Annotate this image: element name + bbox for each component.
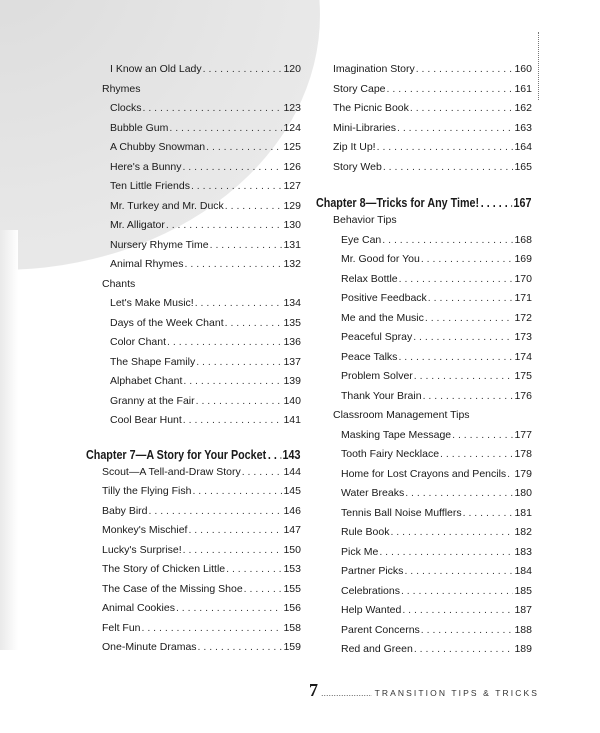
toc-entry[interactable] — [341, 526, 532, 546]
toc-entry-page: 188 — [514, 623, 532, 636]
toc-entry-title: Problem Solver — [341, 370, 413, 382]
toc-entry[interactable] — [341, 429, 532, 449]
toc-entry-title: Home for Lost Crayons and Pencils — [341, 467, 507, 480]
toc-entry-page: 161 — [514, 82, 532, 95]
toc-entry[interactable] — [333, 83, 532, 103]
toc-entry[interactable] — [333, 141, 532, 161]
toc-entry-page: 163 — [514, 121, 532, 134]
toc-entry-title: Color Chant — [110, 336, 167, 348]
leader-dots — [192, 485, 282, 497]
toc-entry[interactable] — [110, 141, 301, 161]
toc-entry-title: Rule Book — [341, 526, 390, 538]
leader-dots — [185, 258, 283, 270]
toc-entry-title: Tennis Ball Noise Mufflers — [341, 506, 462, 519]
toc-entry[interactable] — [110, 200, 301, 220]
toc-entry-page: 126 — [283, 160, 301, 173]
toc-entry-page: 136 — [283, 336, 301, 348]
toc-entry[interactable] — [333, 161, 532, 181]
toc-entry[interactable] — [333, 102, 532, 122]
toc-entry[interactable] — [333, 63, 532, 83]
leader-dots — [399, 273, 514, 285]
leader-dots — [166, 219, 283, 231]
toc-entry-title: Let's Make Music! — [110, 297, 194, 309]
toc-entry-title: The Shape Family — [110, 355, 196, 368]
toc-group — [86, 63, 301, 83]
leader-dots — [397, 122, 513, 134]
toc-entry-title: Animal Cookies — [102, 602, 175, 614]
toc-entry-title: Positive Feedback — [341, 292, 427, 304]
leader-dots — [390, 526, 513, 538]
toc-entry-page: 180 — [514, 487, 532, 499]
toc-entry-title: Here's a Bunny — [110, 160, 182, 173]
toc-entry[interactable] — [110, 219, 301, 239]
leader-dots — [383, 161, 514, 173]
toc-entry-title: Mr. Alligator — [110, 219, 165, 231]
toc-entry[interactable] — [110, 395, 301, 415]
leader-dots — [203, 63, 283, 75]
toc-entry-page: 171 — [514, 292, 532, 304]
toc-entry-page: 185 — [514, 584, 532, 597]
toc-entry-title: Clocks — [110, 102, 142, 114]
toc-entry-title: Cool Bear Hunt — [110, 414, 182, 426]
page-number: 7 — [309, 680, 318, 700]
toc-entry-page: 165 — [514, 160, 532, 173]
chapter-title: Chapter 8—Tricks for Any Time! — [316, 196, 480, 210]
toc-entry-page: 130 — [283, 219, 301, 231]
leader-dots — [463, 507, 514, 519]
toc-entry-page: 135 — [283, 316, 301, 329]
section-heading-behavior-tips: Behavior Tips — [333, 214, 397, 226]
toc-entry-title: Peaceful Spray — [341, 331, 413, 343]
toc-entry-page: 131 — [283, 238, 301, 251]
toc-group-chants — [86, 297, 301, 434]
toc-entry-page: 177 — [514, 428, 532, 441]
toc-entry-page: 159 — [283, 641, 301, 653]
toc-entry-title: Me and the Music — [341, 311, 424, 324]
toc-entry-page: 120 — [283, 63, 301, 75]
leader-dots — [413, 331, 513, 343]
toc-entry-page: 170 — [514, 272, 532, 285]
leader-dots — [149, 505, 283, 517]
toc-entry-title: Baby Bird — [102, 504, 148, 517]
chapter-page: 143 — [282, 447, 301, 462]
leader-dots — [507, 468, 513, 480]
toc-entry-title: Parent Concerns — [341, 623, 420, 636]
toc-left-column — [86, 63, 301, 661]
toc-group-behavior-tips — [316, 234, 532, 410]
background-shade — [0, 230, 18, 650]
toc-entry[interactable] — [110, 356, 301, 376]
toc-entry[interactable] — [341, 546, 532, 566]
toc-entry-title: Bubble Gum — [110, 121, 169, 134]
leader-dots — [414, 643, 514, 655]
toc-entry-page: 137 — [283, 355, 301, 368]
leader-dots — [188, 524, 282, 536]
leader-dots — [206, 141, 282, 153]
toc-entry[interactable] — [102, 505, 301, 525]
toc-entry[interactable] — [110, 161, 301, 181]
toc-entry-title: Lucky's Surprise! — [102, 543, 182, 556]
toc-entry-title: Granny at the Fair — [110, 394, 195, 407]
toc-entry-page: 162 — [514, 102, 532, 114]
toc-entry[interactable] — [341, 604, 532, 624]
leader-dots — [191, 180, 283, 192]
toc-entry-title: Scout—A Tell-and-Draw Story — [102, 465, 241, 478]
toc-entry-title: The Story of Chicken Little — [102, 563, 226, 575]
toc-entry-title: Mini-Libraries — [333, 121, 397, 134]
toc-entry-title: Water Breaks — [341, 487, 405, 499]
toc-group-classroom-management — [316, 429, 532, 663]
leader-dots — [416, 63, 514, 75]
toc-entry[interactable] — [341, 507, 532, 527]
section-heading-rhymes: Rhymes — [102, 82, 141, 95]
toc-entry[interactable] — [102, 583, 301, 603]
toc-entry[interactable] — [110, 375, 301, 395]
toc-entry-title: The Picnic Book — [333, 102, 409, 114]
toc-entry-title: Mr. Good for You — [341, 253, 420, 265]
toc-entry-page: 139 — [283, 375, 301, 387]
footer-title: TRANSITION TIPS & TRICKS — [374, 688, 539, 698]
toc-entry-page: 150 — [283, 543, 301, 556]
toc-entry-page: 156 — [283, 602, 301, 614]
toc-entry[interactable] — [102, 485, 301, 505]
leader-dots — [425, 312, 514, 324]
toc-entry-title: The Case of the Missing Shoe — [102, 582, 243, 595]
toc-entry[interactable] — [341, 370, 532, 390]
leader-dots — [428, 292, 514, 304]
toc-entry-page: 187 — [514, 604, 532, 616]
leader-dots — [195, 297, 283, 309]
toc-entry[interactable] — [341, 351, 532, 371]
toc-entry-title: Nursery Rhyme Time — [110, 238, 209, 251]
toc-group — [316, 63, 532, 180]
toc-entry-page: 160 — [514, 63, 532, 75]
toc-entry-page: 134 — [283, 297, 301, 309]
leader-dots — [183, 544, 283, 556]
leader-dots — [242, 466, 283, 478]
leader-dots — [268, 448, 281, 462]
chapter-8-heading[interactable] — [316, 196, 531, 214]
toc-entry-page: 183 — [514, 545, 532, 558]
toc-entry[interactable] — [341, 624, 532, 644]
leader-dots — [169, 122, 282, 134]
leader-dots — [225, 200, 283, 212]
leader-dots — [142, 622, 283, 634]
toc-entry[interactable] — [341, 448, 532, 468]
leader-dots — [387, 83, 514, 95]
toc-entry-page: 182 — [514, 526, 532, 538]
toc-entry-title: Relax Bottle — [341, 272, 398, 285]
toc-entry-page: 146 — [283, 504, 301, 517]
toc-entry-page: 125 — [283, 141, 301, 153]
toc-entry-page: 175 — [514, 370, 532, 382]
toc-entry-page: 181 — [514, 506, 532, 519]
toc-entry[interactable] — [110, 63, 301, 83]
leader-dots — [481, 196, 512, 210]
toc-entry-page: 155 — [283, 582, 301, 595]
toc-entry-title: One-Minute Dramas — [102, 641, 197, 653]
toc-entry-page: 176 — [514, 389, 532, 402]
leader-dots — [414, 370, 514, 382]
toc-right-column — [316, 63, 532, 663]
leader-dots — [402, 604, 513, 616]
toc-entry-page: 158 — [283, 621, 301, 634]
toc-entry-title: Mr. Turkey and Mr. Duck — [110, 199, 224, 212]
toc-entry-title: Story Web — [333, 160, 382, 173]
toc-entry-title: Partner Picks — [341, 565, 404, 577]
leader-dots — [401, 585, 514, 597]
toc-entry[interactable] — [110, 336, 301, 356]
toc-entry[interactable] — [102, 602, 301, 622]
leader-dots — [183, 414, 283, 426]
toc-entry-title: Celebrations — [341, 584, 400, 597]
leader-dots — [210, 239, 283, 251]
toc-entry[interactable] — [102, 524, 301, 544]
toc-entry-title: Tooth Fairy Necklace — [341, 448, 440, 460]
toc-entry-page: 129 — [283, 199, 301, 212]
toc-entry-page: 140 — [283, 394, 301, 407]
toc-entry-title: Red and Green — [341, 643, 413, 655]
leader-dots — [404, 565, 513, 577]
leader-dots — [440, 448, 513, 460]
toc-entry-title: Masking Tape Message — [341, 428, 452, 441]
toc-entry-page: 147 — [283, 524, 301, 536]
leader-dots — [410, 102, 514, 114]
leader-dots — [377, 141, 514, 153]
chapter-title: Chapter 7—A Story for Your Pocket — [86, 447, 267, 462]
toc-entry-title: Alphabet Chant — [110, 375, 183, 387]
toc-entry-title: Zip It Up! — [333, 141, 376, 153]
leader-dots — [382, 234, 513, 246]
toc-entry-page: 123 — [283, 102, 301, 114]
toc-entry[interactable] — [341, 468, 532, 488]
toc-entry[interactable] — [341, 487, 532, 507]
section-heading-classroom-management: Classroom Management Tips — [333, 409, 470, 421]
toc-entry[interactable] — [110, 180, 301, 200]
toc-entry-page: 141 — [283, 414, 301, 426]
page-footer — [309, 680, 539, 704]
toc-entry-title: Animal Rhymes — [110, 258, 184, 270]
toc-entry-title: I Know an Old Lady — [110, 63, 202, 75]
toc-entry[interactable] — [102, 563, 301, 583]
leader-dots — [405, 487, 513, 499]
toc-entry-title: Imagination Story — [333, 63, 415, 75]
toc-entry-page: 172 — [514, 311, 532, 324]
toc-entry-title: Tilly the Flying Fish — [102, 485, 192, 497]
leader-dots — [225, 317, 283, 329]
toc-group-rhymes — [86, 102, 301, 278]
toc-entry[interactable] — [102, 622, 301, 642]
leader-dots — [143, 102, 283, 114]
toc-entry-page: 169 — [514, 253, 532, 265]
toc-entry-page: 132 — [283, 258, 301, 270]
toc-entry-page: 179 — [514, 467, 532, 480]
toc-entry-page: 124 — [283, 121, 301, 134]
toc-entry[interactable] — [341, 292, 532, 312]
leader-dots — [423, 390, 514, 402]
toc-entry-page: 174 — [514, 350, 532, 363]
toc-entry-title: Monkey's Mischief — [102, 524, 188, 536]
toc-entry[interactable] — [102, 544, 301, 564]
leader-dots — [452, 429, 513, 441]
toc-entry-title: Pick Me — [341, 545, 379, 558]
dotted-rule — [538, 32, 539, 100]
toc-entry[interactable] — [341, 565, 532, 585]
toc-entry[interactable] — [333, 122, 532, 142]
toc-entry-page: 127 — [283, 180, 301, 192]
leader-dots — [379, 546, 513, 558]
toc-entry[interactable] — [110, 297, 301, 317]
leader-dots — [176, 602, 283, 614]
leader-dots — [198, 641, 283, 653]
footer-leader-dots — [321, 688, 372, 698]
toc-entry[interactable] — [341, 390, 532, 410]
toc-entry-page: 189 — [514, 643, 532, 655]
toc-entry-page: 184 — [514, 565, 532, 577]
toc-entry[interactable] — [341, 643, 532, 663]
toc-entry-title: A Chubby Snowman — [110, 141, 206, 153]
toc-entry-title: Peace Talks — [341, 350, 398, 363]
toc-entry-page: 153 — [283, 563, 301, 575]
toc-entry[interactable] — [110, 258, 301, 278]
toc-entry[interactable] — [110, 414, 301, 434]
toc-entry-title: Felt Fun — [102, 621, 141, 634]
toc-entry-page: 164 — [514, 141, 532, 153]
toc-entry[interactable] — [341, 585, 532, 605]
toc-entry[interactable] — [341, 234, 532, 254]
leader-dots — [226, 563, 282, 575]
leader-dots — [398, 351, 513, 363]
toc-entry-title: Thank Your Brain — [341, 389, 422, 402]
toc-entry[interactable] — [102, 641, 301, 661]
toc-entry[interactable] — [341, 253, 532, 273]
toc-entry[interactable] — [102, 466, 301, 486]
toc-entry-title: Days of the Week Chant — [110, 316, 224, 329]
section-heading-chants: Chants — [102, 277, 136, 290]
leader-dots — [182, 161, 282, 173]
leader-dots — [421, 253, 514, 265]
toc-entry[interactable] — [110, 122, 301, 142]
toc-entry[interactable] — [110, 239, 301, 259]
leader-dots — [196, 395, 283, 407]
toc-entry-title: Ten Little Friends — [110, 180, 190, 192]
toc-entry[interactable] — [341, 331, 532, 351]
toc-entry-page: 145 — [283, 485, 301, 497]
toc-entry-page: 173 — [514, 331, 532, 343]
toc-entry-title: Help Wanted — [341, 604, 402, 616]
toc-entry[interactable] — [341, 273, 532, 293]
toc-entry[interactable] — [341, 312, 532, 332]
chapter-7-heading[interactable] — [86, 448, 300, 466]
toc-entry[interactable] — [110, 102, 301, 122]
leader-dots — [244, 583, 283, 595]
leader-dots — [167, 336, 282, 348]
toc-group-chapter-7 — [86, 466, 301, 661]
toc-entry-page: 178 — [514, 448, 532, 460]
chapter-page: 167 — [513, 196, 532, 210]
toc-entry-title: Eye Can — [341, 233, 382, 246]
toc-entry[interactable] — [110, 317, 301, 337]
leader-dots — [183, 375, 282, 387]
toc-entry-page: 144 — [283, 465, 301, 478]
toc-entry-title: Story Cape — [333, 82, 386, 95]
toc-entry-page: 168 — [514, 233, 532, 246]
leader-dots — [196, 356, 282, 368]
leader-dots — [421, 624, 514, 636]
